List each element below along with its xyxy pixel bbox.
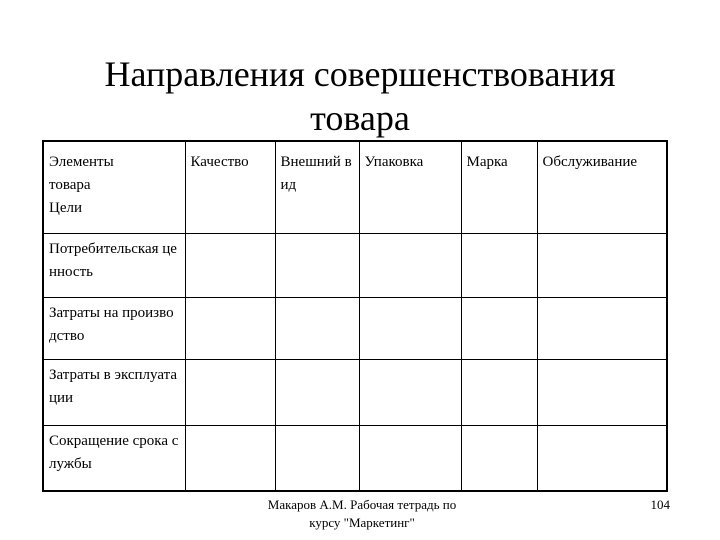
row-header-production-costs: Затраты на производство: [43, 297, 185, 359]
table-row: [43, 233, 667, 297]
corner-label-line: Элементы: [49, 154, 114, 170]
column-header-packaging: Упаковка: [359, 141, 461, 233]
row-header-consumer-value: Потребительская ценность: [43, 233, 185, 297]
column-header-service: Обслуживание: [537, 141, 667, 233]
column-header-quality: Качество: [185, 141, 275, 233]
table-cell: [359, 359, 461, 425]
table-cell: [359, 425, 461, 491]
row-header-operating-costs: Затраты в эксплуатации: [43, 359, 185, 425]
table-row: [43, 297, 667, 359]
slide-title-line1: Направления совершенствования: [104, 54, 616, 94]
footer-note: [250, 496, 474, 532]
corner-cell: [43, 141, 185, 233]
table-cell: [275, 297, 359, 359]
slide-title-line2: товара: [310, 98, 410, 138]
table-cell: [275, 233, 359, 297]
corner-label-line: Цели: [49, 200, 83, 216]
page-number: 104: [650, 497, 670, 512]
table-cell: [461, 233, 537, 297]
table-cell: [537, 425, 667, 491]
table-cell: [461, 359, 537, 425]
footer-line1: Макаров А.М. Рабочая тетрадь по: [267, 497, 457, 512]
corner-label-line: товара: [49, 177, 91, 193]
footer-line2: курсу "Маркетинг": [309, 515, 415, 530]
table-cell: [359, 297, 461, 359]
table-header-row: [43, 141, 667, 233]
table-cell: [275, 425, 359, 491]
row-header-service-life-reduction: Сокращение срока службы: [43, 425, 185, 491]
table-cell: [537, 233, 667, 297]
column-header-brand: Марка: [461, 141, 537, 233]
table-cell: [537, 359, 667, 425]
table-cell: [461, 425, 537, 491]
table-row: [43, 359, 667, 425]
table-cell: [275, 359, 359, 425]
table-cell: [185, 359, 275, 425]
table-cell: [461, 297, 537, 359]
table-cell: [185, 297, 275, 359]
table-cell: [185, 425, 275, 491]
table-cell: [537, 297, 667, 359]
improvement-matrix-table: [42, 140, 668, 492]
table-cell: [185, 233, 275, 297]
table-cell: [359, 233, 461, 297]
slide-title: [40, 52, 680, 140]
column-header-appearance: Внешний вид: [275, 141, 359, 233]
table-row: [43, 425, 667, 491]
